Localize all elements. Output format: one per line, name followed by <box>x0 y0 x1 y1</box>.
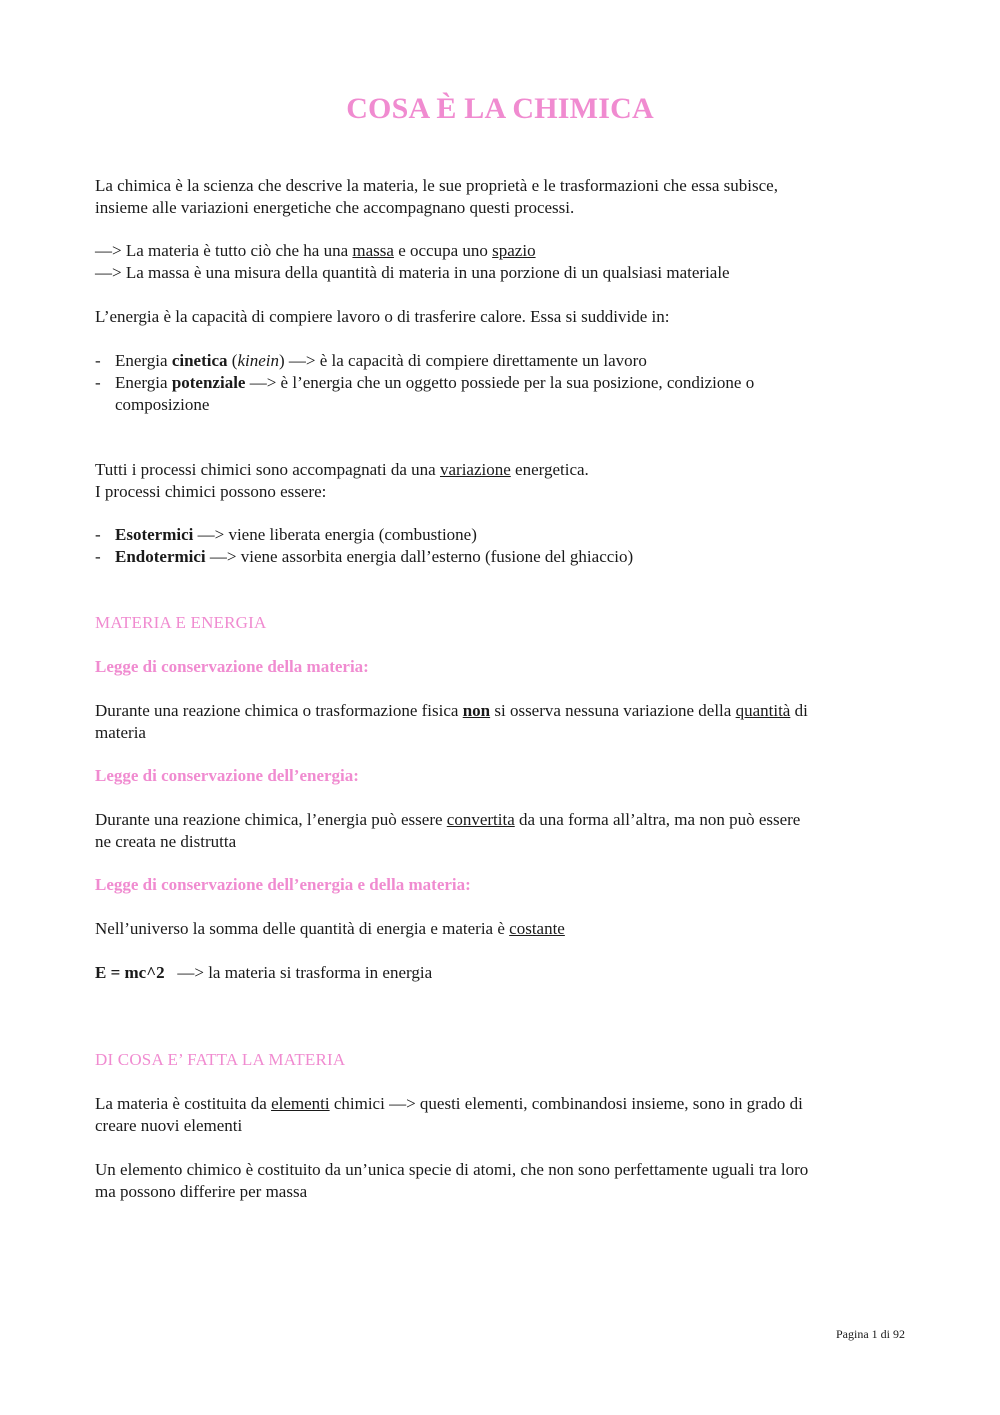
cinetica-paren: ( <box>227 351 238 370</box>
underlined-non: non <box>462 701 491 720</box>
law-materia-end: di <box>790 701 808 720</box>
underlined-spazio: spazio <box>492 241 536 260</box>
law-heading-materia: Legge di conservazione della materia: <box>95 657 369 676</box>
processes-paragraph <box>95 459 905 503</box>
cinetica-term: cinetica <box>171 351 228 370</box>
law-materia-text: Durante una reazione chimica o trasformazione fisica <box>95 701 463 720</box>
processes-line-1 <box>95 459 905 481</box>
paragraph-elemento-chimico <box>95 1159 905 1203</box>
law-materia-line-1 <box>95 700 905 722</box>
law-energia-line-2: ne creata ne distrutta <box>95 832 237 851</box>
definition-massa: —> La massa è una misura della quantità di materia in una porzione di un qualsiasi materiale <box>95 263 730 282</box>
formula-line <box>95 962 905 984</box>
potenziale-prefix: Energia <box>115 373 172 392</box>
intro-line-2: insieme alle variazioni energetiche che accompagnano questi processi. <box>95 198 575 217</box>
law-energia-text: Durante una reazione chimica, l’energia può essere <box>95 810 447 829</box>
law-energia-end: da una forma all’altra, ma non può essere <box>514 810 801 829</box>
underlined-convertita: convertita <box>446 810 515 829</box>
formula-explanation: —> la materia si trasforma in energia <box>164 963 433 982</box>
section-heading-fatta-materia: DI COSA E’ FATTA LA MATERIA <box>95 1050 346 1069</box>
paragraph-elementi <box>95 1093 905 1137</box>
definition-materia <box>95 240 905 262</box>
page-number: Pagina 1 di 92 <box>836 1327 905 1341</box>
list-item-endotermici <box>95 546 905 568</box>
processes-line-2: I processi chimici possono essere: <box>95 482 327 501</box>
elementi-text: La materia è costituita da <box>95 1094 272 1113</box>
definition-materia-mid: e occupa uno <box>393 241 493 260</box>
dash-bullet: - <box>95 351 101 370</box>
law-energia-line-1 <box>95 809 905 831</box>
underlined-variazione: variazione <box>439 460 511 479</box>
definition-materia-text: —> La materia è tutto ciò che ha una <box>95 241 353 260</box>
law-text-energia-materia <box>95 918 905 940</box>
elementi-end: chimici —> questi elementi, combinandosi insieme, sono in grado di <box>329 1094 803 1113</box>
list-item-potenziale <box>95 372 905 416</box>
underlined-quantita: quantità <box>735 701 791 720</box>
elementi-line-1 <box>95 1093 905 1115</box>
dash-bullet: - <box>95 373 101 392</box>
cinetica-prefix: Energia <box>115 351 172 370</box>
law-heading-energia-materia: Legge di conservazione dell’energia e della materia: <box>95 875 471 894</box>
cinetica-definition: ) —> è la capacità di compiere direttamente un lavoro <box>278 351 647 370</box>
process-list <box>95 524 905 568</box>
dash-bullet: - <box>95 525 101 544</box>
elemento-line-1: Un elemento chimico è costituito da un’unica specie di atomi, che non sono perfettamente uguali tra loro <box>95 1160 809 1179</box>
law-text-energia <box>95 809 905 853</box>
endotermici-definition: —> viene assorbita energia dall’esterno (fusione del ghiaccio) <box>205 547 634 566</box>
law-heading-energia: Legge di conservazione dell’energia: <box>95 766 359 785</box>
underlined-elementi: elementi <box>271 1094 330 1113</box>
dash-bullet: - <box>95 547 101 566</box>
potenziale-definition-cont: composizione <box>115 395 210 414</box>
law-materia-mid: si osserva nessuna variazione della <box>490 701 736 720</box>
kinein-term: kinein <box>237 351 279 370</box>
intro-paragraph <box>95 175 905 219</box>
intro-line-1: La chimica è la scienza che descrive la materia, le sue proprietà e le trasformazioni che essa subisce, <box>95 176 778 195</box>
potenziale-term: potenziale <box>171 373 246 392</box>
page-title: COSA È LA CHIMICA <box>346 92 654 125</box>
underlined-massa: massa <box>352 241 394 260</box>
law-energia-materia-text: Nell’universo la somma delle quantità di energia e materia è <box>95 919 510 938</box>
esotermici-term: Esotermici <box>115 525 194 544</box>
law-materia-line-2: materia <box>95 723 146 742</box>
formula-emc2: E = mc^2 <box>95 963 165 982</box>
law-text-materia <box>95 700 905 744</box>
materia-definitions <box>95 240 905 284</box>
elemento-line-2: ma possono differire per massa <box>95 1182 308 1201</box>
energy-list <box>95 350 905 416</box>
section-heading-materia-energia: MATERIA E ENERGIA <box>95 613 267 632</box>
esotermici-definition: —> viene liberata energia (combustione) <box>193 525 477 544</box>
underlined-costante: costante <box>509 919 565 938</box>
processes-line-1-end: energetica. <box>510 460 589 479</box>
list-item-esotermici <box>95 524 905 546</box>
processes-line-1-text: Tutti i processi chimici sono accompagnati da una <box>95 460 440 479</box>
elementi-line-2: creare nuovi elementi <box>95 1116 243 1135</box>
endotermici-term: Endotermici <box>115 547 206 566</box>
energy-intro: L’energia è la capacità di compiere lavoro o di trasferire calore. Essa si suddivide in: <box>95 307 670 326</box>
list-item-cinetica <box>95 350 905 372</box>
potenziale-definition: —> è l’energia che un oggetto possiede per la sua posizione, condizione o <box>245 373 755 392</box>
